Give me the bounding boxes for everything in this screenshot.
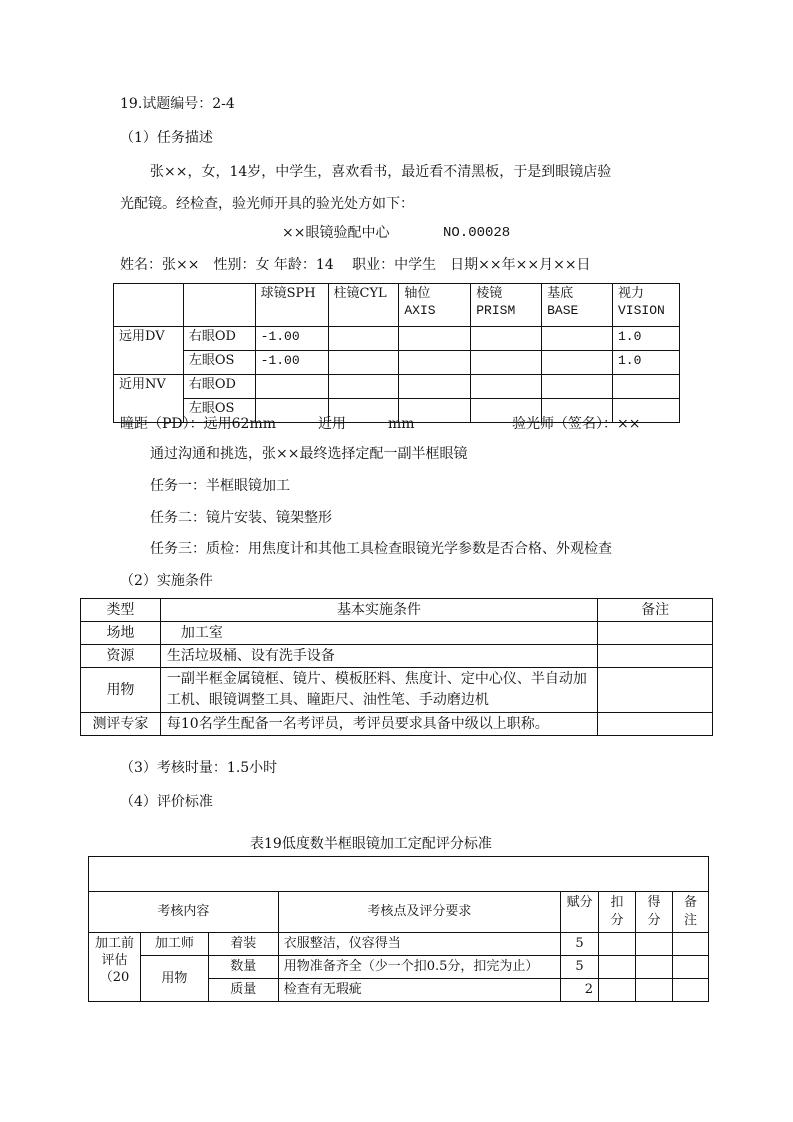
rx-os-label: 左眼OS (183, 351, 255, 375)
rx-cell (399, 375, 471, 399)
question-number: 19.试题编号：2-4 (120, 96, 235, 112)
cond-content: 加工室 (160, 622, 597, 645)
rx-header-sph (255, 284, 328, 327)
rx-dv-od-vision: 1.0 (612, 327, 679, 351)
rx-cell (328, 327, 399, 351)
eval-score: 5 (561, 933, 599, 956)
rx-header-cyl (328, 284, 399, 327)
task-description-line2: 光配镜。经检查，验光师开具的验光处方如下： (120, 196, 414, 212)
cond-type: 场地 (81, 622, 161, 645)
cond-note (598, 713, 713, 736)
prescription-number: NO.00028 (443, 225, 511, 241)
eval-blank-row (89, 857, 709, 892)
cond-header-basic: 基本实施条件 (160, 599, 597, 622)
rx-header-cyl-label: 柱镜CYL (333, 286, 387, 301)
section-task-title: （1）任务描述 (120, 130, 213, 146)
task-intro: 通过沟通和挑选，张××最终选择定配一副半框眼镜 (150, 446, 468, 462)
rx-cell (542, 375, 613, 399)
cond-type: 资源 (81, 645, 161, 668)
eval-got (636, 956, 673, 979)
cond-note (598, 645, 713, 668)
task-two: 任务二：镜片安装、镜架整形 (150, 510, 332, 526)
rx-header-prism (471, 284, 542, 327)
eval-requirement: 检查有无瑕疵 (278, 979, 560, 1002)
cond-note (598, 668, 713, 713)
rx-dv-label: 远用DV (114, 327, 184, 375)
eval-note (672, 933, 708, 956)
rx-cell (542, 327, 613, 351)
eval-header-points: 考核点及评分要求 (278, 892, 560, 933)
eval-requirement: 衣服整洁，仪容得当 (278, 933, 560, 956)
evaluation-table-title: 表19低度数半框眼镜加工定配评分标准 (250, 836, 492, 852)
rx-header-prism-cn: 棱镜 (476, 286, 503, 301)
task-one: 任务一：半框眼镜加工 (150, 478, 290, 494)
rx-header-vision-en: VISION (617, 303, 665, 318)
rx-os-label: 左眼OS (183, 399, 255, 423)
section-conditions-title: （2）实施条件 (120, 573, 213, 589)
eval-score: 5 (561, 956, 599, 979)
rx-cell (471, 327, 542, 351)
cond-note (598, 622, 713, 645)
eval-deduct (599, 933, 636, 956)
rx-header-prism-en: PRISM (476, 303, 516, 318)
evaluation-table (88, 856, 709, 1002)
eval-worker-label: 加工师 (140, 933, 208, 956)
rx-header-base-cn: 基底 (547, 286, 574, 301)
eval-item: 质量 (208, 979, 278, 1002)
eval-item: 着装 (208, 933, 278, 956)
rx-cell (255, 375, 328, 399)
rx-header-vision-cn: 视力 (617, 286, 644, 301)
rx-cell (328, 375, 399, 399)
rx-dv-od-sph: -1.00 (255, 327, 328, 351)
eval-header-content: 考核内容 (89, 892, 279, 933)
eval-got (636, 979, 673, 1002)
task-description-line1: 张××，女，14岁，中学生，喜欢看书，最近看不清黑板，于是到眼镜店验 (150, 164, 612, 180)
rx-header-axis-en: AXIS (404, 303, 436, 318)
task-three: 任务三：质检：用焦度计和其他工具检查眼镜光学参数是否合格、外观检查 (150, 541, 612, 557)
center-name: ××眼镜验配中心 (282, 225, 390, 241)
rx-cell (471, 375, 542, 399)
cond-row (81, 622, 713, 645)
rx-header-sph-label: 球镜SPH (260, 286, 316, 301)
rx-row-dv-od (114, 327, 680, 351)
cond-content: 生活垃圾桶、设有洗手设备 (160, 645, 597, 668)
rx-header-axis (399, 284, 471, 327)
eval-note (672, 979, 708, 1002)
pupil-distance: 瞳距（PD）：远用62mm 近用 mm (120, 416, 415, 432)
rx-dv-os-sph: -1.00 (255, 351, 328, 375)
eval-group-label: 加工前评估（20 (89, 933, 141, 1002)
optometrist-signature: 验光师（签名）：×× (512, 416, 641, 432)
cond-row (81, 668, 713, 713)
eval-header-got: 得分 (636, 892, 673, 933)
eval-deduct (599, 956, 636, 979)
cond-header-note: 备注 (598, 599, 713, 622)
rx-header-vision (612, 284, 679, 327)
rx-nv-label: 近用NV (114, 375, 184, 423)
eval-requirement: 用物准备齐全（少一个扣0.5分，扣完为止） (278, 956, 560, 979)
rx-od-label: 右眼OD (183, 375, 255, 399)
eval-item: 数量 (208, 956, 278, 979)
rx-od-label: 右眼OD (183, 327, 255, 351)
patient-info: 姓名：张×× 性别：女 年龄：14 职业：中学生 日期××年××月××日 (120, 257, 591, 273)
rx-cell (399, 327, 471, 351)
eval-got (636, 933, 673, 956)
rx-cell (612, 375, 679, 399)
rx-header-blank (114, 284, 184, 327)
rx-header-base-en: BASE (547, 303, 579, 318)
eval-header-score: 赋分 (561, 892, 599, 933)
rx-header-axis-cn: 轴位 (404, 286, 431, 301)
conditions-table (80, 598, 713, 736)
eval-header-note: 备注 (672, 892, 708, 933)
eval-row (89, 933, 709, 956)
rx-cell (328, 351, 399, 375)
rx-cell (542, 351, 613, 375)
cond-header-row (81, 599, 713, 622)
eval-material-label: 用物 (140, 956, 208, 1002)
eval-header-row (89, 892, 709, 933)
eval-blank-cell (89, 857, 709, 892)
cond-content: 每10名学生配备一名考评员，考评员要求具备中级以上职称。 (160, 713, 597, 736)
rx-cell (399, 351, 471, 375)
cond-header-type: 类型 (81, 599, 161, 622)
section-criteria-title: （4）评价标准 (120, 794, 213, 810)
cond-type: 测评专家 (81, 713, 161, 736)
rx-header-base (542, 284, 613, 327)
rx-row-dv-os (114, 351, 680, 375)
eval-note (672, 956, 708, 979)
rx-header-row (114, 284, 680, 327)
rx-header-blank (183, 284, 255, 327)
rx-row-nv-od (114, 375, 680, 399)
cond-type: 用物 (81, 668, 161, 713)
exam-duration: （3）考核时量：1.5小时 (120, 760, 278, 776)
rx-cell (471, 351, 542, 375)
eval-row (89, 956, 709, 979)
prescription-table (113, 283, 680, 423)
cond-row (81, 645, 713, 668)
rx-dv-os-vision: 1.0 (612, 351, 679, 375)
cond-row (81, 713, 713, 736)
eval-score: 2 (561, 979, 599, 1002)
cond-content: 一副半框金属镜框、镜片、模板胚料、焦度计、定中心仪、半自动加工机、眼镜调整工具、瞳距尺、油性笔、手动磨边机 (160, 668, 597, 713)
eval-deduct (599, 979, 636, 1002)
eval-header-deduct: 扣分 (599, 892, 636, 933)
